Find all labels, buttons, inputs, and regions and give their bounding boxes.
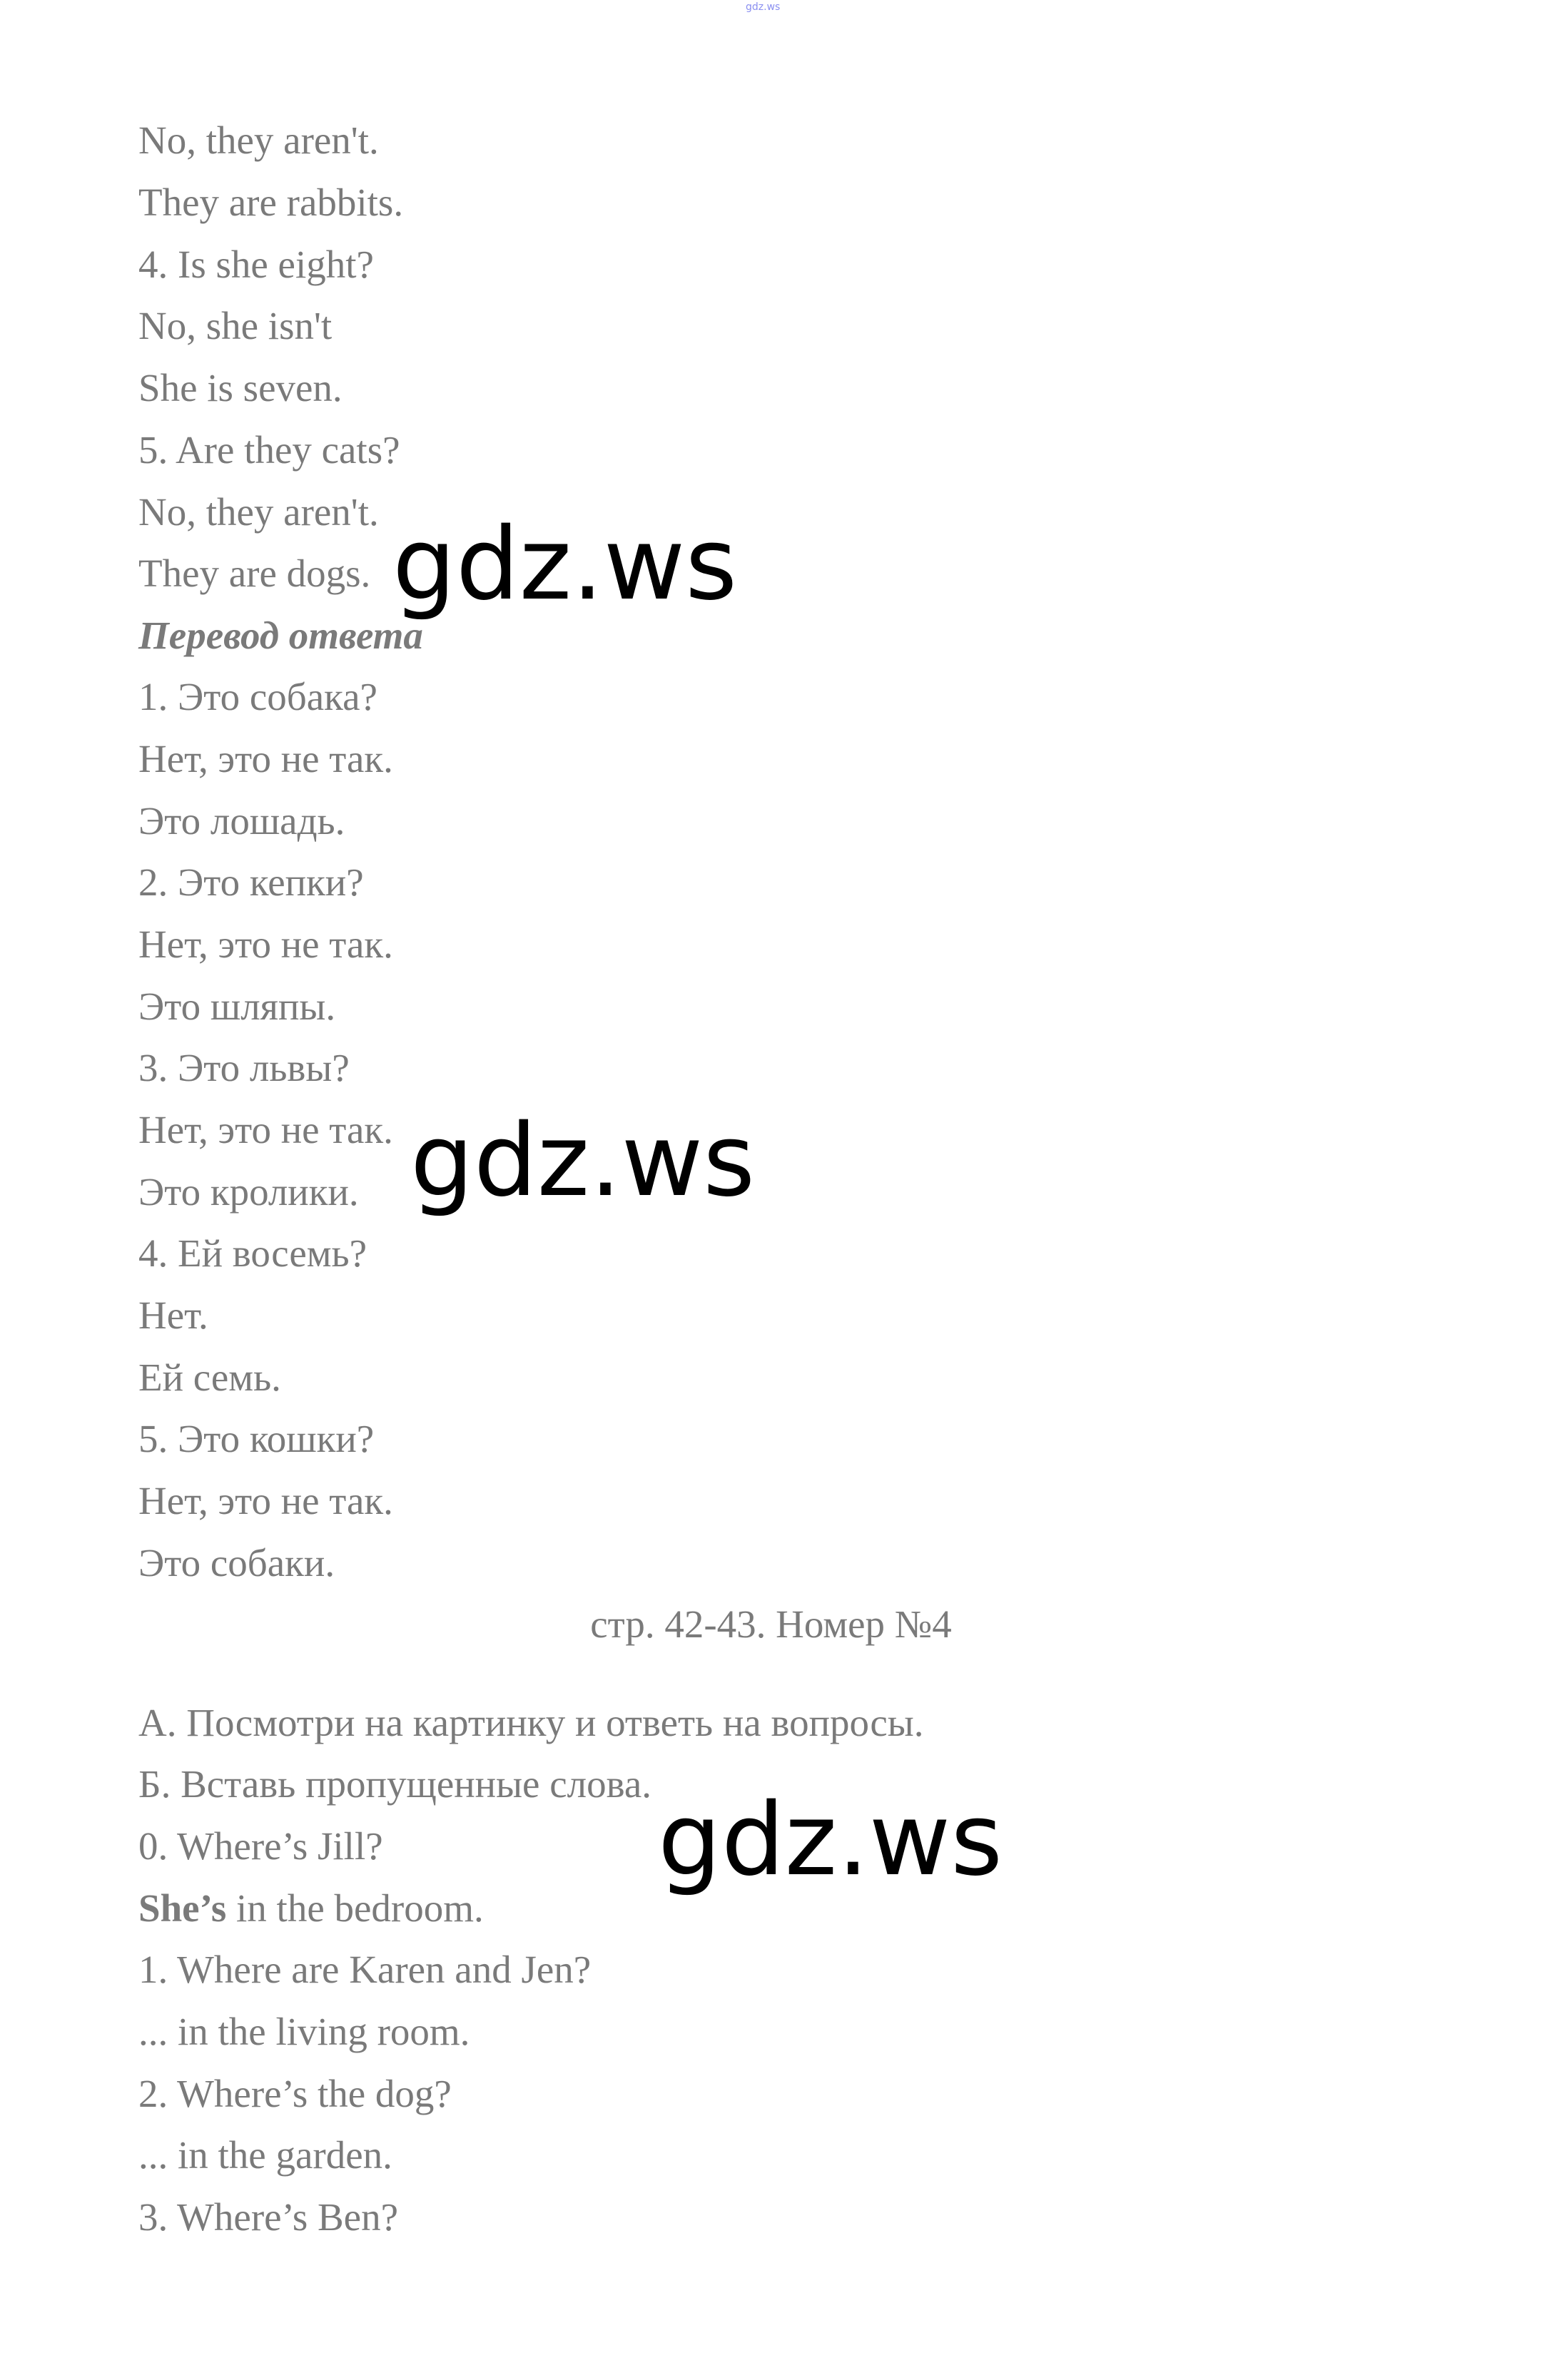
text-line: They are rabbits. xyxy=(138,180,404,224)
translation-line: Нет. xyxy=(138,1293,208,1337)
translation-line: 3. Это львы? xyxy=(138,1046,350,1089)
text-line: 5. Are they cats? xyxy=(138,428,400,472)
translation-heading: Перевод ответа xyxy=(138,614,423,657)
task-line: 0. Where’s Jill? xyxy=(138,1824,383,1868)
translation-line: 5. Это кошки? xyxy=(138,1417,375,1460)
text-line: 4. Is she eight? xyxy=(138,243,374,286)
exercise-line: ... in the living room. xyxy=(138,2010,470,2053)
task-line: А. Посмотри на картинку и ответь на вопросы. xyxy=(138,1701,924,1744)
watermark: gdz.ws xyxy=(410,1103,756,1219)
translation-line: 4. Ей восемь? xyxy=(138,1231,367,1275)
exercise-line: ... in the garden. xyxy=(138,2133,392,2177)
text-line: They are dogs. xyxy=(138,551,371,595)
translation-line: Это собаки. xyxy=(138,1541,335,1585)
watermark: gdz.ws xyxy=(392,507,738,623)
example-answer-rest: in the bedroom. xyxy=(226,1886,484,1930)
translation-line: Это кролики. xyxy=(138,1170,359,1214)
translation-line: Ей семь. xyxy=(138,1356,281,1399)
section-title: стр. 42-43. Номер №4 xyxy=(590,1602,952,1646)
header-watermark: gdz.ws xyxy=(746,1,781,13)
exercise-line: 1. Where are Karen and Jen? xyxy=(138,1948,592,1991)
translation-line: 1. Это собака? xyxy=(138,675,377,718)
watermark: gdz.ws xyxy=(658,1782,1003,1898)
task-line: Б. Вставь пропущенные слова. xyxy=(138,1762,651,1806)
translation-line: Нет, это не так. xyxy=(138,1479,393,1522)
text-line: No, they aren't. xyxy=(138,118,379,162)
text-line: No, they aren't. xyxy=(138,490,379,534)
translation-line: Нет, это не так. xyxy=(138,737,393,780)
exercise-line: 3. Where’s Ben? xyxy=(138,2195,398,2239)
text-line: She is seven. xyxy=(138,366,343,410)
example-answer xyxy=(138,1886,484,1931)
example-answer-bold: She’s xyxy=(138,1886,227,1930)
translation-line: 2. Это кепки? xyxy=(138,860,364,904)
translation-line: Нет, это не так. xyxy=(138,1108,393,1151)
translation-line: Это лошадь. xyxy=(138,799,345,843)
text-line: No, she isn't xyxy=(138,304,333,347)
translation-line: Это шляпы. xyxy=(138,985,336,1028)
exercise-line: 2. Where’s the dog? xyxy=(138,2072,452,2115)
translation-line: Нет, это не так. xyxy=(138,922,393,966)
